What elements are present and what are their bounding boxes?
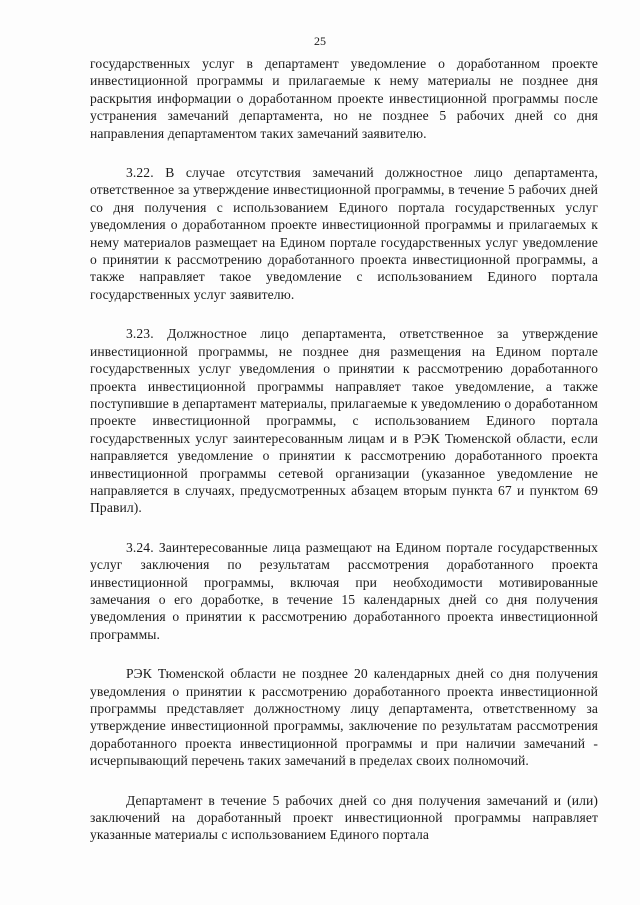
- paragraph-3-23: 3.23. Должностное лицо департамента, ответственное за утверждение инвестиционной программы, не позднее дня размещения на Едином портале государственных услуг уведомления о принятии к рассмотрению доработанного проекта инвестиционной программы направляет такое уведомление, а также поступившие в департамент материалы, прилагаемые к уведомлению о доработанном проекте инвестиционной программы, с использованием Единого портала государственных услуг заинтересованным лицам и в РЭК Тюменской области, если направляется уведомление о принятии к рассмотрению доработанного проекта инвестиционной программы сетевой организации (указанное уведомление не направляется в случаях, предусмотренных абзацем вторым пункта 67 и пунктом 69 Правил).: [90, 326, 598, 516]
- page-number: 25: [314, 34, 326, 48]
- paragraph-continuation: государственных услуг в департамент уведомление о доработанном проекте инвестиционной программы и прилагаемые к нему материалы не позднее дня раскрытия информации о доработанном проекте инвестиционной программы после устранения замечаний департамента, но не позднее 5 рабочих дней со дня направления департаментом таких замечаний заявителю.: [90, 56, 598, 141]
- document-body: [90, 55, 598, 844]
- paragraph-3-22: 3.22. В случае отсутствия замечаний должностное лицо департамента, ответственное за утверждение инвестиционной программы, в течение 5 рабочих дней со дня получения с использованием Единого портала государственных услуг уведомления о доработанном проекте инвестиционной программы и прилагаемых к нему материалов размещает на Едином портале государственных услуг уведомление о принятии к рассмотрению доработанного проекта инвестиционной программы, а также направляет такое уведомление с использованием Единого портала государственных услуг заявителю.: [90, 165, 598, 302]
- paragraph-3-24: 3.24. Заинтересованные лица размещают на Едином портале государственных услуг заключения по результатам рассмотрения доработанного проекта инвестиционной программы, включая при необходимости мотивированные замечания о его доработке, в течение 15 календарных дней со дня получения уведомления о принятии к рассмотрению доработанного проекта инвестиционной программы.: [90, 539, 598, 642]
- paragraph-department: Департамент в течение 5 рабочих дней со дня получения замечаний и (или) заключений на доработанный проект инвестиционной программы направляет указанные материалы с использованием Единого портала: [90, 792, 598, 843]
- paragraph-rek: РЭК Тюменской области не позднее 20 календарных дней со дня получения уведомления о принятии к рассмотрению доработанного проекта инвестиционной программы представляет должностному лицу департамента, ответственному за утверждение инвестиционной программы, заключение по результатам рассмотрения доработанного проекта инвестиционной программы и при наличии замечаний - исчерпывающий перечень таких замечаний в пределах своих полномочий.: [90, 666, 598, 769]
